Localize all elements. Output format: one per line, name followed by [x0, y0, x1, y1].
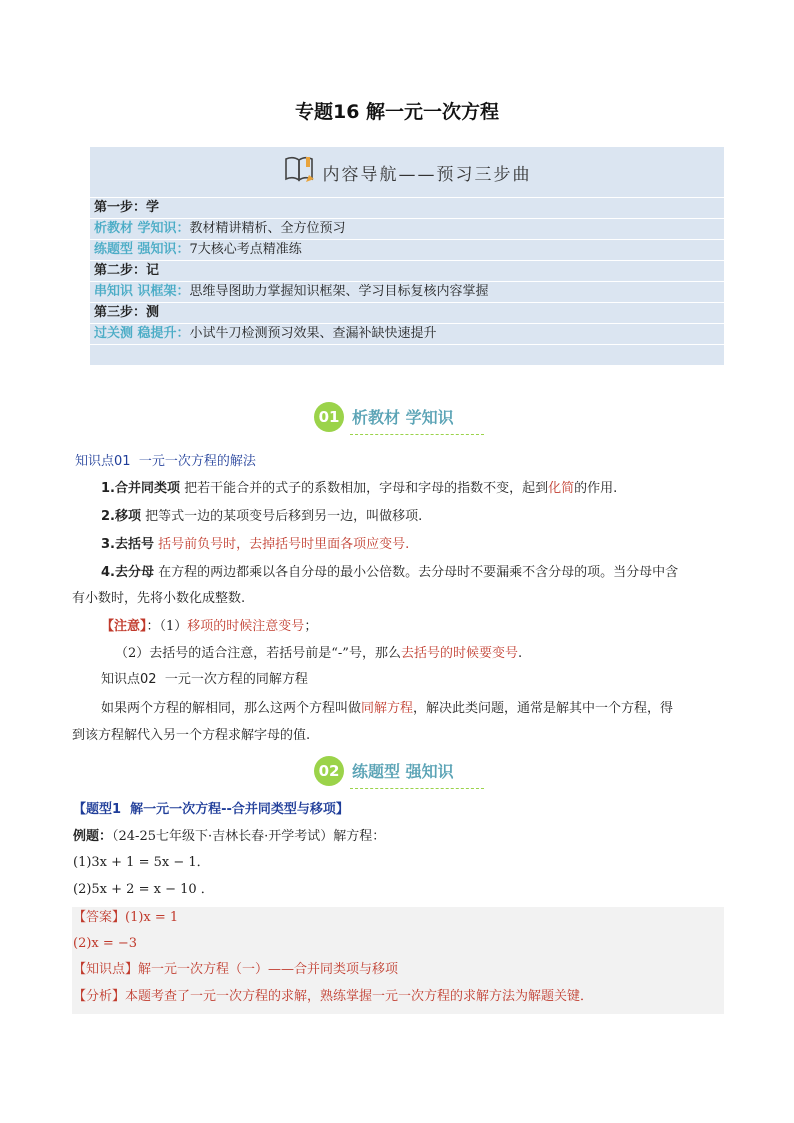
rule-1: 1.合并同类项 把若干能合并的式子的系数相加，字母和字母的指数不变，起到化简的作用. [101, 481, 618, 496]
nav-header-title: 内容导航——预习三步曲 [322, 164, 532, 185]
note-line-2: （2）去括号的适合注意，若括号前是“-”号，那么去括号的时候要变号. [115, 646, 523, 661]
nav-item-framework: 串知识 识框架：思维导图助力掌握知识框架、学习目标复核内容掌握 [90, 282, 724, 302]
rule-2: 2.移项 把等式一边的某项变号后移到另一边，叫做移项. [101, 509, 423, 524]
nav-step-2: 第二步：记 [90, 261, 724, 281]
answer-line-1: 【答案】(1)x = 1 [73, 910, 179, 925]
section-title: 练题型 强知识 [352, 762, 454, 781]
section-number: 02 [314, 756, 344, 786]
knowledge-point-1: 知识点01 一元一次方程的解法 [75, 454, 256, 469]
note-line-1: 【注意】：（1）移项的时候注意变号； [101, 619, 318, 634]
nav-header [90, 147, 724, 197]
question-type-1: 【题型1 解一元一次方程--合并同类型与移项】 [73, 802, 349, 817]
book-icon [283, 155, 317, 189]
rule-3: 3.去括号 括号前负号时，去掉括号时里面各项应变号. [101, 537, 410, 552]
nav-spacer [90, 345, 724, 365]
section-heading-01 [310, 402, 485, 432]
content-navigation [90, 147, 724, 365]
nav-item-practice: 练题型 强知识：7大核心考点精准练 [90, 240, 724, 260]
equation-2: (2)5x + 2 = x − 10 ． [73, 882, 214, 897]
section-heading-02 [310, 756, 485, 786]
kp2-text-line-2: 到该方程解代入另一个方程求解字母的值. [72, 728, 311, 743]
rule-4-continued: 有小数时，先将小数化成整数. [72, 591, 246, 606]
equation-1: (1)3x + 1 = 5x − 1． [73, 855, 210, 870]
section-underline [350, 788, 484, 789]
section-title: 析教材 学知识 [352, 408, 454, 427]
nav-step-3: 第三步：测 [90, 303, 724, 323]
example-question: 例题：（24-25七年级下·吉林长春·开学考试）解方程： [73, 829, 386, 844]
nav-item-learn: 析教材 学知识：教材精讲精析、全方位预习 [90, 219, 724, 239]
answer-line-2: (2)x = −3 [73, 936, 138, 951]
nav-item-test: 过关测 稳提升：小试牛刀检测预习效果、查漏补缺快速提升 [90, 324, 724, 344]
knowledge-point-tag: 【知识点】解一元一次方程（一）——合并同类项与移项 [73, 962, 399, 977]
page-title: 专题16 解一元一次方程 [294, 101, 500, 123]
nav-step-1: 第一步：学 [90, 198, 724, 218]
rule-4: 4.去分母 在方程的两边都乘以各自分母的最小公倍数。去分母时不要漏乘不含分母的项。当分母中含 [101, 565, 679, 580]
section-underline [350, 434, 484, 435]
knowledge-point-2: 知识点02 一元一次方程的同解方程 [101, 672, 308, 687]
section-number: 01 [314, 402, 344, 432]
kp2-text-line-1: 如果两个方程的解相同，那么这两个方程叫做同解方程，解决此类问题，通常是解其中一个方程，得 [101, 701, 674, 716]
analysis-text: 【分析】本题考查了一元一次方程的求解，熟练掌握一元一次方程的求解方法为解题关键． [73, 989, 594, 1004]
